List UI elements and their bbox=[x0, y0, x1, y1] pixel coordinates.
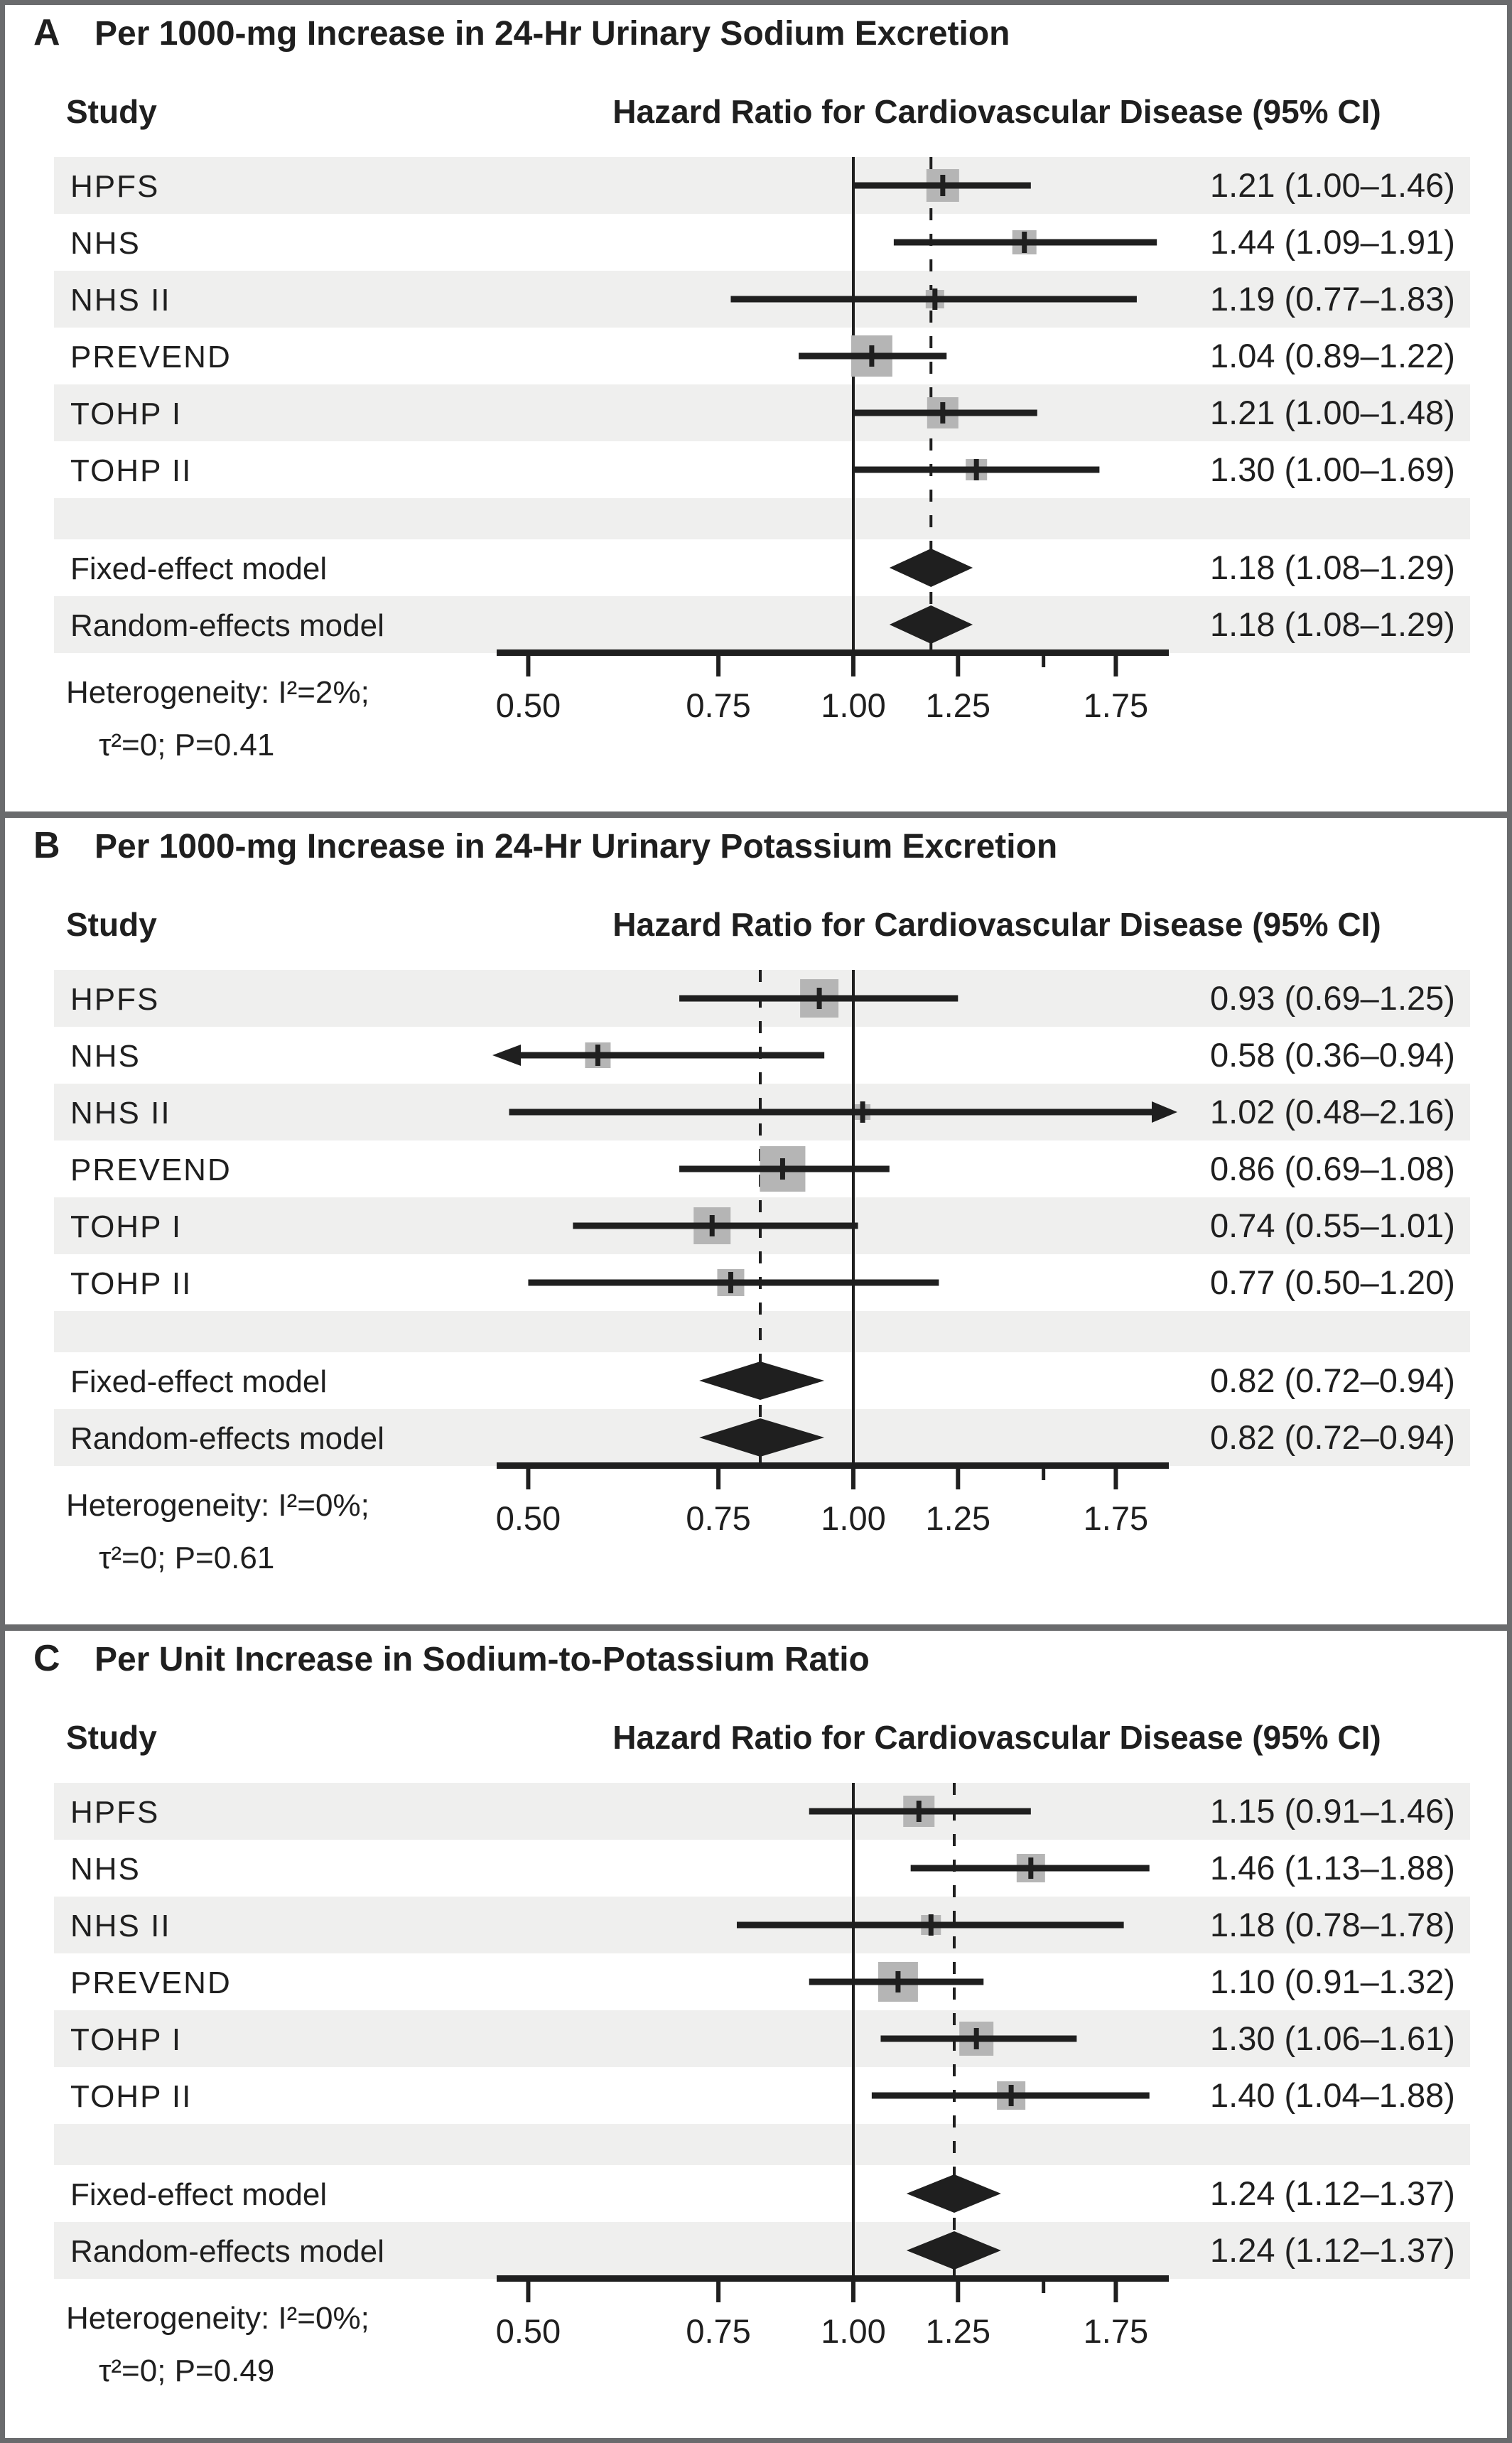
spacer-row-band bbox=[54, 2124, 1470, 2165]
axis-tick bbox=[1113, 1469, 1118, 1489]
ci-line bbox=[853, 410, 1037, 416]
point-estimate-tick bbox=[929, 1914, 934, 1936]
hr-value: 0.77 (0.50–1.20) bbox=[1210, 1263, 1455, 1301]
axis-tick-label: 1.75 bbox=[1083, 1499, 1149, 1537]
ci-line bbox=[573, 1223, 858, 1229]
hr-value: 0.82 (0.72–0.94) bbox=[1210, 1361, 1455, 1399]
axis-tick-label: 1.75 bbox=[1083, 2312, 1149, 2350]
spacer-row-band bbox=[54, 1311, 1470, 1352]
study-label: NHS II bbox=[70, 1909, 171, 1943]
heterogeneity-note-line1: Heterogeneity: I²=0%; bbox=[66, 2301, 369, 2336]
hr-value: 1.21 (1.00–1.46) bbox=[1210, 166, 1455, 204]
hr-value: 1.24 (1.12–1.37) bbox=[1210, 2231, 1455, 2269]
point-estimate-tick bbox=[728, 1272, 733, 1293]
hr-value: 1.40 (1.04–1.88) bbox=[1210, 2076, 1455, 2114]
ci-line bbox=[509, 1109, 1153, 1116]
hr-value: 1.44 (1.09–1.91) bbox=[1210, 223, 1455, 261]
summary-diamond bbox=[699, 1361, 824, 1400]
hr-value: 1.24 (1.12–1.37) bbox=[1210, 2174, 1455, 2212]
axis-tick-label: 1.00 bbox=[821, 1499, 886, 1537]
study-label: HPFS bbox=[70, 169, 160, 204]
axis-minor-tick bbox=[1042, 656, 1045, 667]
panel-title: Per 1000-mg Increase in 24-Hr Urinary Sodium Excretion bbox=[94, 15, 1010, 53]
axis-tick bbox=[526, 656, 530, 676]
study-label: TOHP II bbox=[70, 2079, 193, 2114]
axis-tick-label: 0.50 bbox=[495, 686, 561, 724]
study-label: TOHP I bbox=[70, 2022, 183, 2057]
study-label: NHS bbox=[70, 226, 141, 261]
axis-tick-label: 0.50 bbox=[495, 2312, 561, 2350]
hr-value: 1.46 (1.13–1.88) bbox=[1210, 1849, 1455, 1887]
panel-b bbox=[5, 818, 1507, 1624]
heterogeneity-note-line2: τ²=0; P=0.49 bbox=[99, 2353, 275, 2388]
column-header-study: Study bbox=[66, 1719, 157, 1756]
study-label: TOHP II bbox=[70, 453, 193, 488]
hr-value: 0.86 (0.69–1.08) bbox=[1210, 1150, 1455, 1187]
hr-value: 1.02 (0.48–2.16) bbox=[1210, 1093, 1455, 1131]
summary-label: Random-effects model bbox=[70, 1421, 384, 1456]
left-arrow-icon bbox=[492, 1045, 521, 1066]
point-estimate-tick bbox=[932, 288, 937, 310]
study-label: TOHP I bbox=[70, 1209, 183, 1244]
panel-divider bbox=[5, 1624, 1507, 1631]
hr-value: 1.15 (0.91–1.46) bbox=[1210, 1792, 1455, 1830]
axis-tick-label: 1.25 bbox=[925, 1499, 991, 1537]
study-label: HPFS bbox=[70, 1795, 160, 1830]
panel-letter: C bbox=[33, 1638, 60, 1679]
column-header-study: Study bbox=[66, 906, 157, 943]
panel-c bbox=[5, 1631, 1507, 2437]
hr-value: 1.18 (1.08–1.29) bbox=[1210, 605, 1455, 643]
axis-tick-label: 1.00 bbox=[821, 2312, 886, 2350]
axis-baseline bbox=[497, 649, 1169, 656]
axis-tick bbox=[526, 2282, 530, 2302]
hr-value: 1.04 (0.89–1.22) bbox=[1210, 337, 1455, 374]
study-label: PREVEND bbox=[70, 1965, 232, 2000]
point-estimate-tick bbox=[974, 459, 979, 480]
summary-diamond bbox=[907, 2174, 1001, 2213]
point-estimate-tick bbox=[1009, 2085, 1014, 2106]
summary-label: Random-effects model bbox=[70, 2234, 384, 2269]
axis-tick bbox=[956, 2282, 960, 2302]
point-estimate-tick bbox=[895, 1971, 900, 1992]
panel-title: Per Unit Increase in Sodium-to-Potassium Ratio bbox=[94, 1641, 870, 1678]
point-estimate-tick bbox=[817, 988, 822, 1009]
study-label: PREVEND bbox=[70, 340, 232, 374]
reference-line bbox=[852, 1783, 855, 2279]
axis-tick-label: 1.25 bbox=[925, 686, 991, 724]
reference-line bbox=[852, 157, 855, 653]
study-label: NHS bbox=[70, 1852, 141, 1887]
axis-tick bbox=[851, 2282, 855, 2302]
hr-value: 0.82 (0.72–0.94) bbox=[1210, 1418, 1455, 1456]
axis-tick bbox=[716, 2282, 720, 2302]
forest-plot-c-svg bbox=[5, 1631, 1507, 2437]
forest-plot-a-svg bbox=[5, 5, 1507, 811]
axis-tick bbox=[851, 656, 855, 676]
axis-tick bbox=[956, 1469, 960, 1489]
axis-tick-label: 0.75 bbox=[686, 686, 751, 724]
axis-tick bbox=[716, 1469, 720, 1489]
hr-value: 0.58 (0.36–0.94) bbox=[1210, 1036, 1455, 1074]
panel-a bbox=[5, 5, 1507, 811]
point-estimate-tick bbox=[974, 2028, 979, 2049]
axis-tick-label: 1.25 bbox=[925, 2312, 991, 2350]
axis-tick-label: 1.75 bbox=[1083, 686, 1149, 724]
heterogeneity-note-line1: Heterogeneity: I²=2%; bbox=[66, 675, 369, 710]
axis-tick-label: 1.00 bbox=[821, 686, 886, 724]
study-label: TOHP II bbox=[70, 1266, 193, 1301]
summary-diamond bbox=[890, 549, 973, 587]
hr-value: 0.74 (0.55–1.01) bbox=[1210, 1207, 1455, 1244]
axis-tick bbox=[716, 656, 720, 676]
axis-baseline bbox=[497, 2275, 1169, 2282]
hr-value: 1.21 (1.00–1.48) bbox=[1210, 394, 1455, 431]
heterogeneity-note-line1: Heterogeneity: I²=0%; bbox=[66, 1488, 369, 1523]
study-label: NHS II bbox=[70, 283, 171, 318]
axis-tick bbox=[851, 1469, 855, 1489]
spacer-row-band bbox=[54, 498, 1470, 539]
axis-baseline bbox=[497, 1462, 1169, 1469]
point-estimate-tick bbox=[940, 175, 945, 196]
summary-label: Fixed-effect model bbox=[70, 2177, 328, 2212]
study-label: TOHP I bbox=[70, 397, 183, 431]
axis-tick bbox=[526, 1469, 530, 1489]
point-estimate-tick bbox=[780, 1158, 785, 1180]
ci-line bbox=[521, 1052, 824, 1059]
summary-label: Fixed-effect model bbox=[70, 551, 328, 586]
column-header-study: Study bbox=[66, 93, 157, 130]
point-estimate-tick bbox=[860, 1101, 865, 1123]
column-header-value: Hazard Ratio for Cardiovascular Disease (95% CI) bbox=[612, 906, 1381, 943]
study-label: HPFS bbox=[70, 982, 160, 1017]
forest-plot-b-svg bbox=[5, 818, 1507, 1624]
heterogeneity-note-line2: τ²=0; P=0.61 bbox=[99, 1541, 275, 1575]
panel-title: Per 1000-mg Increase in 24-Hr Urinary Potassium Excretion bbox=[94, 828, 1058, 865]
panel-letter: B bbox=[33, 825, 60, 866]
hr-value: 1.30 (1.00–1.69) bbox=[1210, 451, 1455, 488]
column-header-value: Hazard Ratio for Cardiovascular Disease (95% CI) bbox=[612, 93, 1381, 130]
axis-tick-label: 0.75 bbox=[686, 2312, 751, 2350]
column-header-value: Hazard Ratio for Cardiovascular Disease (95% CI) bbox=[612, 1719, 1381, 1756]
axis-tick bbox=[1113, 656, 1118, 676]
study-label: NHS bbox=[70, 1039, 141, 1074]
axis-tick bbox=[1113, 2282, 1118, 2302]
point-estimate-tick bbox=[869, 345, 874, 367]
axis-minor-tick bbox=[1042, 1469, 1045, 1480]
summary-label: Random-effects model bbox=[70, 608, 384, 643]
summary-label: Fixed-effect model bbox=[70, 1364, 328, 1399]
axis-tick-label: 0.50 bbox=[495, 1499, 561, 1537]
point-estimate-tick bbox=[1022, 232, 1027, 253]
hr-value: 1.18 (0.78–1.78) bbox=[1210, 1906, 1455, 1943]
study-label: NHS II bbox=[70, 1096, 171, 1131]
point-estimate-tick bbox=[710, 1215, 715, 1236]
hr-value: 1.18 (1.08–1.29) bbox=[1210, 549, 1455, 586]
panel-divider bbox=[5, 811, 1507, 818]
hr-value: 1.10 (0.91–1.32) bbox=[1210, 1963, 1455, 2000]
study-label: PREVEND bbox=[70, 1153, 232, 1187]
axis-tick bbox=[956, 656, 960, 676]
axis-minor-tick bbox=[1042, 2282, 1045, 2293]
heterogeneity-note-line2: τ²=0; P=0.41 bbox=[99, 728, 275, 762]
point-estimate-tick bbox=[1028, 1857, 1033, 1879]
axis-tick-label: 0.75 bbox=[686, 1499, 751, 1537]
panel-letter: A bbox=[33, 12, 60, 53]
point-estimate-tick bbox=[595, 1045, 600, 1066]
point-estimate-tick bbox=[917, 1801, 922, 1822]
ci-line bbox=[528, 1280, 939, 1286]
hr-value: 1.30 (1.06–1.61) bbox=[1210, 2019, 1455, 2057]
reference-line bbox=[852, 970, 855, 1466]
hr-value: 0.93 (0.69–1.25) bbox=[1210, 979, 1455, 1017]
hr-value: 1.19 (0.77–1.83) bbox=[1210, 280, 1455, 318]
point-estimate-tick bbox=[940, 402, 945, 424]
